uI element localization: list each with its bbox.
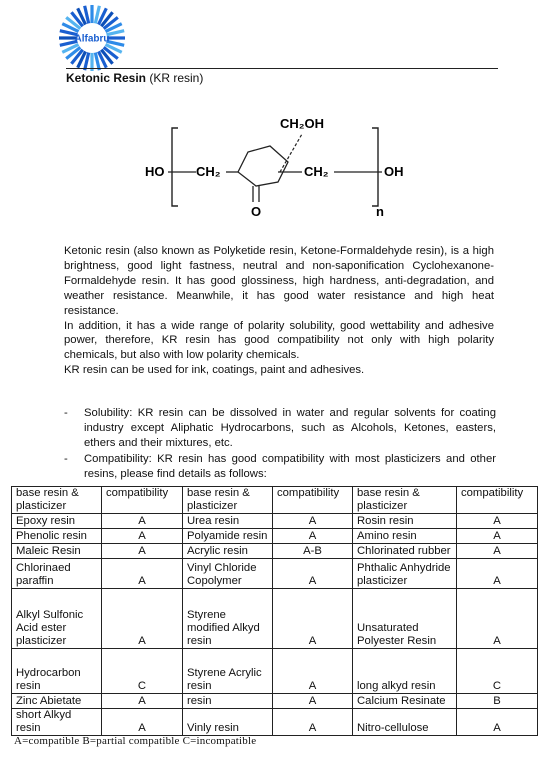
compatibility-cell: A (273, 649, 353, 694)
compatibility-cell: A (273, 694, 353, 709)
compatibility-cell: C (457, 649, 538, 694)
list-item-text: Compatibility: KR resin has good compatibility with most plasticizers and other resins, please find details as follows: (84, 452, 496, 480)
ho-label: HO (145, 164, 165, 179)
compatibility-cell: C (102, 649, 183, 694)
table-header-cell: compatibility (273, 487, 353, 514)
resin-name-cell: Maleic Resin (12, 544, 102, 559)
paragraph: KR resin can be used for ink, coatings, paint and adhesives. (64, 364, 365, 377)
compatibility-cell: A (102, 514, 183, 529)
resin-name-cell: Vinyl Chloride Copolymer (183, 559, 273, 589)
list-item-solubility (64, 406, 496, 451)
table-row (12, 709, 538, 736)
title-bold: Ketonic Resin (66, 71, 147, 85)
compatibility-cell: A (273, 529, 353, 544)
resin-name-cell: short Alkyd resin (12, 709, 102, 736)
resin-name-cell: Nitro-cellulose (353, 709, 457, 736)
resin-name-cell: Phenolic resin (12, 529, 102, 544)
compatibility-cell: A (102, 544, 183, 559)
compatibility-cell: A (273, 559, 353, 589)
compatibility-cell: A (457, 589, 538, 649)
resin-name-cell: Urea resin (183, 514, 273, 529)
resin-name-cell: Phthalic Anhydride plasticizer (353, 559, 457, 589)
compatibility-cell: A (102, 709, 183, 736)
paragraph: Ketonic resin (also known as Polyketide resin, Ketone-Formaldehyde resin), is a high brightness, good light fastness, neutral and non-saponification Cyclohexanone-Formaldehyde resin. It has good glossiness, high hardness, anti-degradation, and weather resistance. Meanwhile, it has good water resistance and high heat resistance. (64, 245, 494, 317)
resin-name-cell: resin (183, 694, 273, 709)
table-row (12, 559, 538, 589)
compatibility-cell: A (102, 529, 183, 544)
compatibility-cell: A (102, 559, 183, 589)
resin-name-cell: Unsaturated Polyester Resin (353, 589, 457, 649)
table-header-cell: base resin & plasticizer (183, 487, 273, 514)
table-header-cell: base resin & plasticizer (353, 487, 457, 514)
compatibility-cell: A (457, 709, 538, 736)
page-title (66, 68, 498, 85)
title-rest: (KR resin) (146, 71, 204, 85)
compatibility-cell: A (273, 709, 353, 736)
table-row (12, 694, 538, 709)
legend: A=compatible B=partial compatible C=incompatible (14, 735, 257, 747)
resin-name-cell: Styrene modified Alkyd resin (183, 589, 273, 649)
compatibility-table (11, 486, 538, 736)
resin-name-cell: Styrene Acrylic resin (183, 649, 273, 694)
chemical-structure-diagram (130, 110, 430, 230)
alfabru-logo (58, 4, 126, 72)
compatibility-cell: A (457, 514, 538, 529)
list-item-text: Solubility: KR resin can be dissolved in water and regular solvents for coating industry except Aliphatic Hydrocarbons, such as Alcohols, Ketones, easters, ethers and their mixtures, etc. (84, 407, 496, 449)
table-row (12, 514, 538, 529)
paragraph: In addition, it has a wide range of polarity solubility, good wettability and adhesive power, therefore, KR resin has good compatibility not only with high polarity chemicals, but also with low polarity chemicals. (64, 319, 494, 362)
list-item-compatibility (64, 452, 496, 482)
compatibility-cell: A-B (273, 544, 353, 559)
compatibility-cell: A (102, 589, 183, 649)
compatibility-cell: A (457, 529, 538, 544)
table-row (12, 529, 538, 544)
resin-name-cell: Chlorinated rubber (353, 544, 457, 559)
property-list (64, 406, 496, 483)
compatibility-cell: A (273, 514, 353, 529)
table-row (12, 589, 538, 649)
oxygen-label: O (251, 204, 262, 219)
compatibility-cell: A (102, 694, 183, 709)
resin-name-cell: Rosin resin (353, 514, 457, 529)
description (64, 244, 494, 378)
left-ch2-label: CH₂ (196, 164, 221, 179)
resin-name-cell: Calcium Resinate (353, 694, 457, 709)
resin-name-cell: Hydrocarbon resin (12, 649, 102, 694)
resin-name-cell: Epoxy resin (12, 514, 102, 529)
right-ch2-label: CH₂ (304, 164, 329, 179)
ch2oh-label: CH₂OH (280, 116, 325, 131)
resin-name-cell: Chlorinaed paraffin (12, 559, 102, 589)
resin-name-cell: long alkyd resin (353, 649, 457, 694)
table-header-cell: base resin & plasticizer (12, 487, 102, 514)
compatibility-cell: A (457, 544, 538, 559)
table-header-cell: compatibility (102, 487, 183, 514)
compatibility-cell: B (457, 694, 538, 709)
bullet-dash: - (64, 407, 68, 419)
n-subscript: n (376, 204, 384, 219)
table-row (12, 544, 538, 559)
bullet-dash: - (64, 452, 68, 465)
compatibility-cell: A (457, 559, 538, 589)
right-oh-label: OH (384, 164, 404, 179)
table-row (12, 649, 538, 694)
logo-text: Alfabru (74, 33, 110, 45)
compatibility-cell: A (273, 589, 353, 649)
table-header-cell: compatibility (457, 487, 538, 514)
resin-name-cell: Alkyl Sulfonic Acid ester plasticizer (12, 589, 102, 649)
resin-name-cell: Polyamide resin (183, 529, 273, 544)
resin-name-cell: Zinc Abietate (12, 694, 102, 709)
resin-name-cell: Acrylic resin (183, 544, 273, 559)
resin-name-cell: Amino resin (353, 529, 457, 544)
resin-name-cell: Vinly resin (183, 709, 273, 736)
table-header-row (12, 487, 538, 514)
